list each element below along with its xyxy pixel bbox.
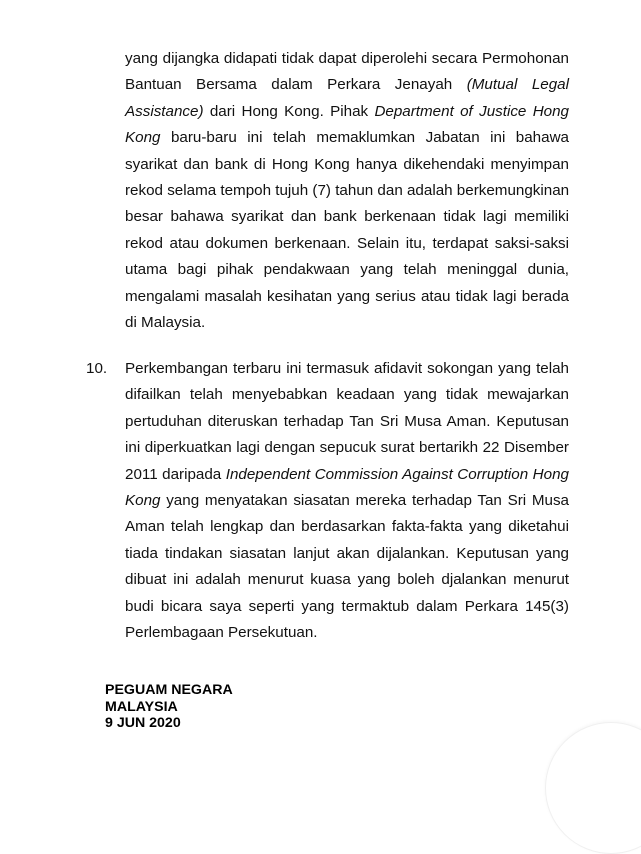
italic-text-segment: (Mutual Legal [466,76,569,94]
text-line [125,488,569,514]
text-segment: Aman telah lengkap dan berdasarkan fakta-fakta yang diketahui [125,518,569,536]
italic-text-segment: Department of Justice Hong [374,102,569,120]
signature-country: MALAYSIA [105,698,178,715]
text-segment: baru-baru ini telah memaklumkan Jabatan ini bahawa [160,129,569,147]
text-line [125,462,569,488]
text-segment: tiada tindakan siasatan lanjut akan dijalankan. Keputusan yang [125,544,569,562]
text-segment: mengalami masalah kesihatan yang serius atau tidak lagi berada [125,287,569,305]
text-segment: dari Hong Kong. Pihak [203,102,375,120]
text-line [125,125,569,151]
text-segment: budi bicara saya seperti yang termaktub dalam Perkara 145(3) [125,597,569,615]
text-segment: di Malaysia. [125,313,206,331]
text-segment: dibuat ini adalah menurut kuasa yang boleh djalankan menurut [125,571,569,589]
page-corner-arc-decoration [545,722,641,854]
text-line [125,435,569,461]
text-line [125,178,569,204]
text-line [125,152,569,178]
text-line [125,382,569,408]
text-line [125,594,569,620]
text-line [125,99,569,125]
text-segment: Perlembagaan Persekutuan. [125,623,318,641]
text-segment: Perkembangan terbaru ini termasuk afidavit sokongan yang telah [125,360,569,377]
text-segment: rekod atau dokumen berkenaan. Selain itu, terdapat saksi-saksi [125,234,569,252]
signature-block [105,682,233,732]
text-segment: 2011 daripada [125,465,226,483]
italic-text-segment: Independent Commission Against Corruption Hong [225,465,569,483]
text-segment: difailkan telah menyebabkan keadaan yang tidak mewajarkan [125,386,569,404]
text-segment: ini diperkuatkan lagi dengan sepucuk surat bertarikh 22 Disember [125,439,569,457]
text-segment: yang menyatakan siasatan mereka terhadap Tan Sri Musa [160,491,569,509]
text-segment: rekod selama tempoh tujuh (7) tahun dan adalah berkemungkinan [125,181,570,199]
text-segment: yang dijangka didapati tidak dapat diperolehi secara Permohonan [125,50,569,67]
paragraph-9-continuation [125,46,569,336]
text-segment: pertuduhan diteruskan terhadap Tan Sri Musa Aman. Keputusan [125,412,569,430]
text-segment: Bantuan Bersama dalam Perkara Jenayah [125,76,467,94]
text-line [125,409,569,435]
paragraph-10-number: 10. [86,360,108,377]
italic-text-segment: Assistance) [125,102,204,120]
text-line [125,204,569,230]
signature-date: 9 JUN 2020 [105,715,181,731]
text-line [125,46,569,72]
text-line [125,567,569,593]
text-line [125,257,569,283]
text-segment: syarikat dan bank di Hong Kong hanya dikehendaki menyimpan [125,155,569,173]
text-line [125,514,569,540]
text-line [125,541,569,567]
text-line [125,356,569,382]
paragraph-10 [125,356,569,646]
text-line [125,72,569,98]
text-line [125,284,569,310]
text-segment: besar bahawa syarikat dan bank berkenaan tidak lagi memiliki [125,208,569,226]
text-segment: utama bagi pihak pendakwaan yang telah meninggal dunia, [125,261,569,279]
text-line [125,310,569,336]
signature-title: PEGUAM NEGARA [105,682,233,698]
text-line [125,620,569,646]
italic-text-segment: Kong [125,491,161,509]
text-line [125,231,569,257]
italic-text-segment: Kong [125,129,161,147]
